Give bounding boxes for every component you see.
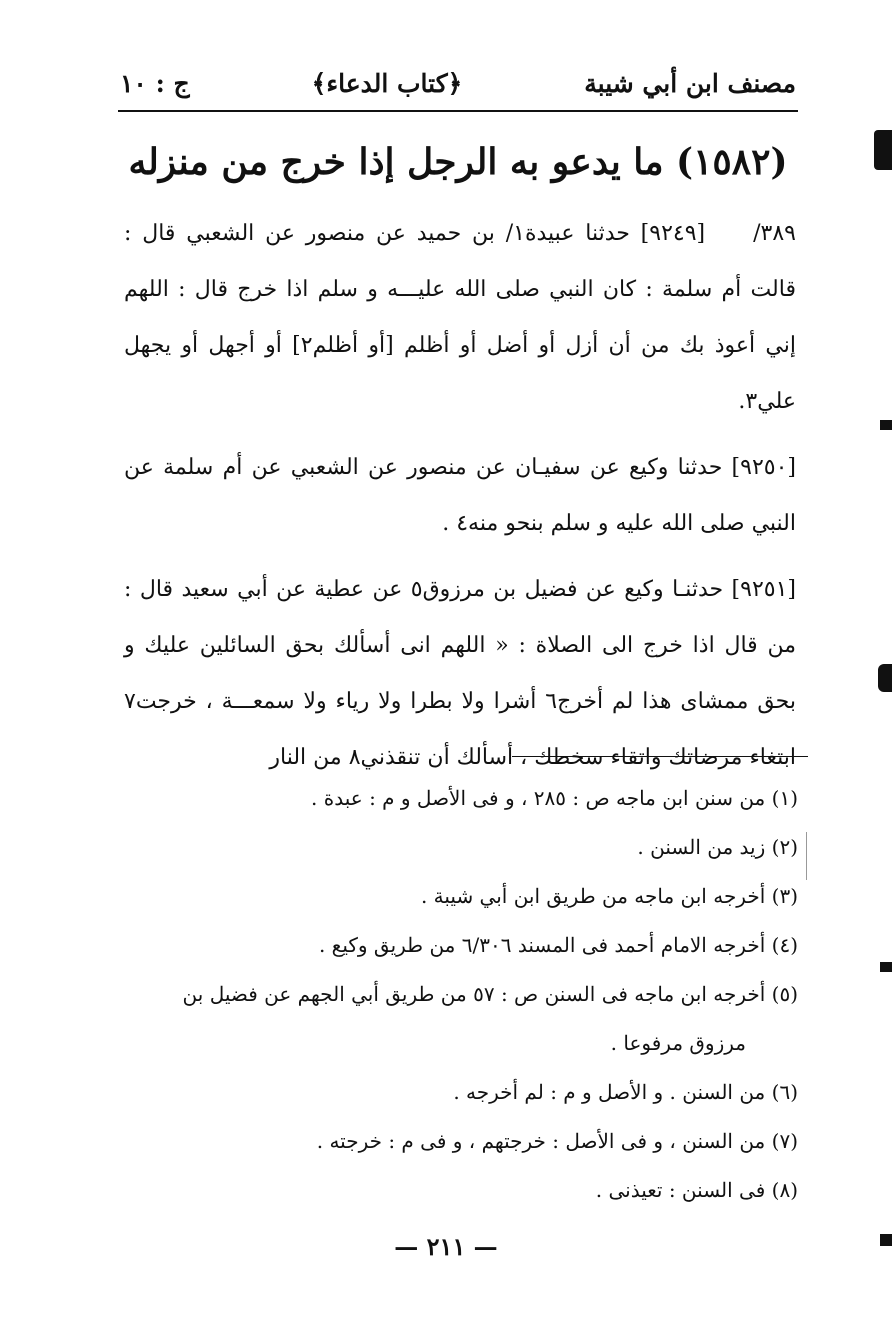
footnote-divider: [512, 756, 808, 757]
chapter-heading: (١٥٨٢) ما يدعو به الرجل إذا خرج من منزله: [128, 141, 788, 183]
section-title: ﴿كتاب الدعاء﴾: [311, 68, 463, 98]
footnote-7: (٧) من السنن ، و فى الأصل : خرجتهم ، و فى م : خرجته .: [316, 1129, 798, 1153]
footnote-6: (٦) من السنن . و الأصل و م : لم أخرجه .: [453, 1080, 798, 1104]
hadith-9249-text: [٩٢٤٩] حدثنا عبيدة١/ بن حميد عن منصور عن الشعبي قال : قالت أم سلمة : كان النبي صلى الله عليـــه و سلم اذا خرج قال : اللهم إني أعوذ بك من أن أزل أو أضل أو أظلم [أو أظلم٢] أو أجهل أو يجهل علي٣.: [124, 221, 796, 414]
footnote-8: (٨) فى السنن : تعيذنى .: [595, 1178, 798, 1202]
main-text: [124, 206, 796, 786]
scan-edge-mark: [878, 664, 892, 692]
footnote-3: (٣) أخرجه ابن ماجه من طريق ابن أبي شيبة .: [420, 884, 798, 908]
footnote-5-continuation: مرزوق مرفوعا .: [610, 1031, 746, 1055]
hadith-9251: [٩٢٥١] حدثنـا وكيع عن فضيل بن مرزوق٥ عن عطية عن أبي سعيد قال : من قال اذا خرج الى الصلاة : « اللهم انى أسألك بحق السائلين عليك و بحق ممشاى هذا لم أخرج٦ أشرا ولا بطرا ولا رياء ولا سمعـــة ، خرجت٧ ابتغاء مرضاتك واتقاء سخطك ، أسألك أن تنقذني٨ من النار: [124, 577, 796, 770]
volume-page-mark: ٣٨٩/: [753, 221, 796, 246]
hadith-9250: [٩٢٥٠] حدثنا وكيع عن سفيـان عن منصور عن الشعبي عن أم سلمة عن النبي صلى الله عليه و سلم بنحو منه٤ .: [124, 455, 796, 536]
book-title: مصنف ابن أبي شيبة: [584, 68, 796, 98]
scan-edge-mark: [880, 420, 892, 430]
page-number: — ٢١١ —: [394, 1232, 498, 1261]
scan-artifact-line: [806, 832, 807, 880]
scan-edge-mark: [880, 1234, 892, 1246]
footnote-2: (٢) زيد من السنن .: [637, 835, 798, 859]
header-divider: [118, 110, 798, 112]
scan-edge-mark: [880, 962, 892, 972]
footnotes: [128, 774, 798, 1215]
footnote-1: (١) من سنن ابن ماجه ص : ٢٨٥ ، و فى الأصل و م : عبدة .: [311, 786, 798, 810]
footnote-4: (٤) أخرجه الامام أحمد فى المسند ٦/٣٠٦ من طريق وكيع .: [318, 933, 798, 957]
running-header: [120, 58, 796, 108]
scan-edge-mark: [874, 130, 892, 170]
volume-label: ج : ١٠: [120, 68, 190, 98]
footnote-5: (٥) أخرجه ابن ماجه فى السنن ص : ٥٧ من طريق أبي الجهم عن فضيل بن: [182, 982, 798, 1006]
hadith-9249: [124, 206, 796, 430]
